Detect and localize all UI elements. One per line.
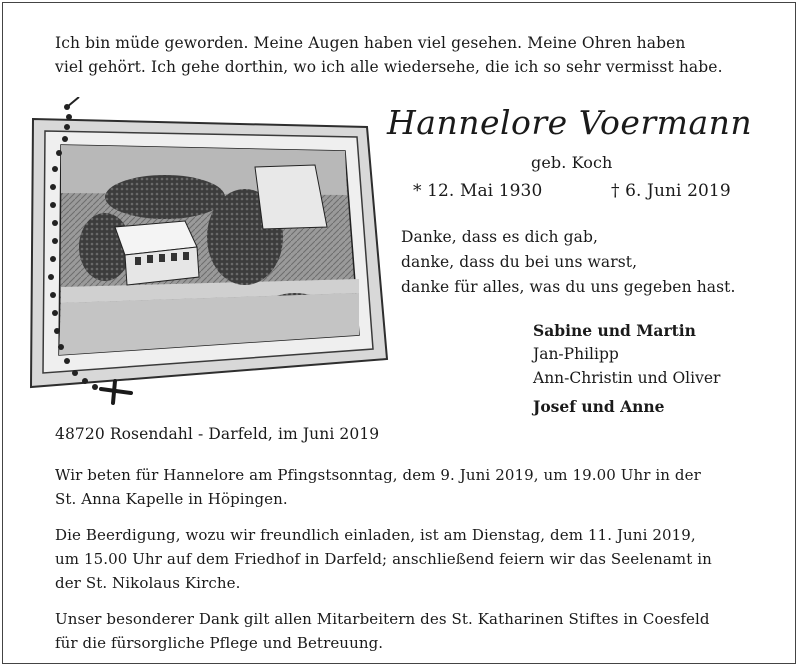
- paragraph-line: Die Beerdigung, wozu wir freundlich einladen, ist am Dienstag, dem 11. Juni 2019,: [55, 526, 696, 544]
- quote-line: viel gehört. Ich gehe dorthin, wo ich alle wiedersehe, die ich so sehr vermisst habe.: [55, 58, 723, 76]
- maiden-name: geb. Koch: [531, 153, 613, 172]
- mourner-name: Sabine und Martin: [533, 321, 696, 340]
- mourner-name: Ann-Christin und Oliver: [533, 369, 721, 387]
- paragraph-line: St. Anna Kapelle in Höpingen.: [55, 490, 288, 508]
- paragraph-line: um 15.00 Uhr auf dem Friedhof in Darfeld; anschließend feiern wir das Seelenamt in: [55, 550, 712, 568]
- mourner-name: Jan-Philipp: [533, 345, 619, 363]
- gratitude-paragraph: [55, 607, 710, 655]
- thanks-verse: [401, 225, 736, 300]
- paragraph-line: Unser besonderer Dank gilt allen Mitarbeitern des St. Katharinen Stiftes in Coesfeld: [55, 610, 710, 628]
- paragraph-line: für die fürsorgliche Pflege und Betreuung.: [55, 634, 384, 652]
- death-date: † 6. Juni 2019: [611, 181, 731, 201]
- thanks-line: danke für alles, was du uns gegeben hast.: [401, 278, 736, 296]
- obituary-notice: [2, 2, 796, 664]
- opening-quote: [55, 31, 723, 79]
- funeral-paragraph: [55, 523, 712, 595]
- paragraph-line: der St. Nikolaus Kirche.: [55, 574, 241, 592]
- mourner-name: Josef und Anne: [533, 397, 665, 416]
- place-and-date: 48720 Rosendahl - Darfeld, im Juni 2019: [55, 425, 380, 443]
- deceased-name: Hannelore Voermann: [387, 103, 753, 142]
- birth-date: * 12. Mai 1930: [413, 181, 543, 201]
- thanks-line: Danke, dass es dich gab,: [401, 228, 599, 246]
- paragraph-line: Wir beten für Hannelore am Pfingstsonntag, dem 9. Juni 2019, um 19.00 Uhr in der: [55, 466, 701, 484]
- thanks-line: danke, dass du bei uns warst,: [401, 253, 638, 271]
- framed-photo-with-rosary: [15, 97, 393, 407]
- prayer-paragraph: [55, 463, 701, 511]
- quote-line: Ich bin müde geworden. Meine Augen haben viel gesehen. Meine Ohren haben: [55, 34, 686, 52]
